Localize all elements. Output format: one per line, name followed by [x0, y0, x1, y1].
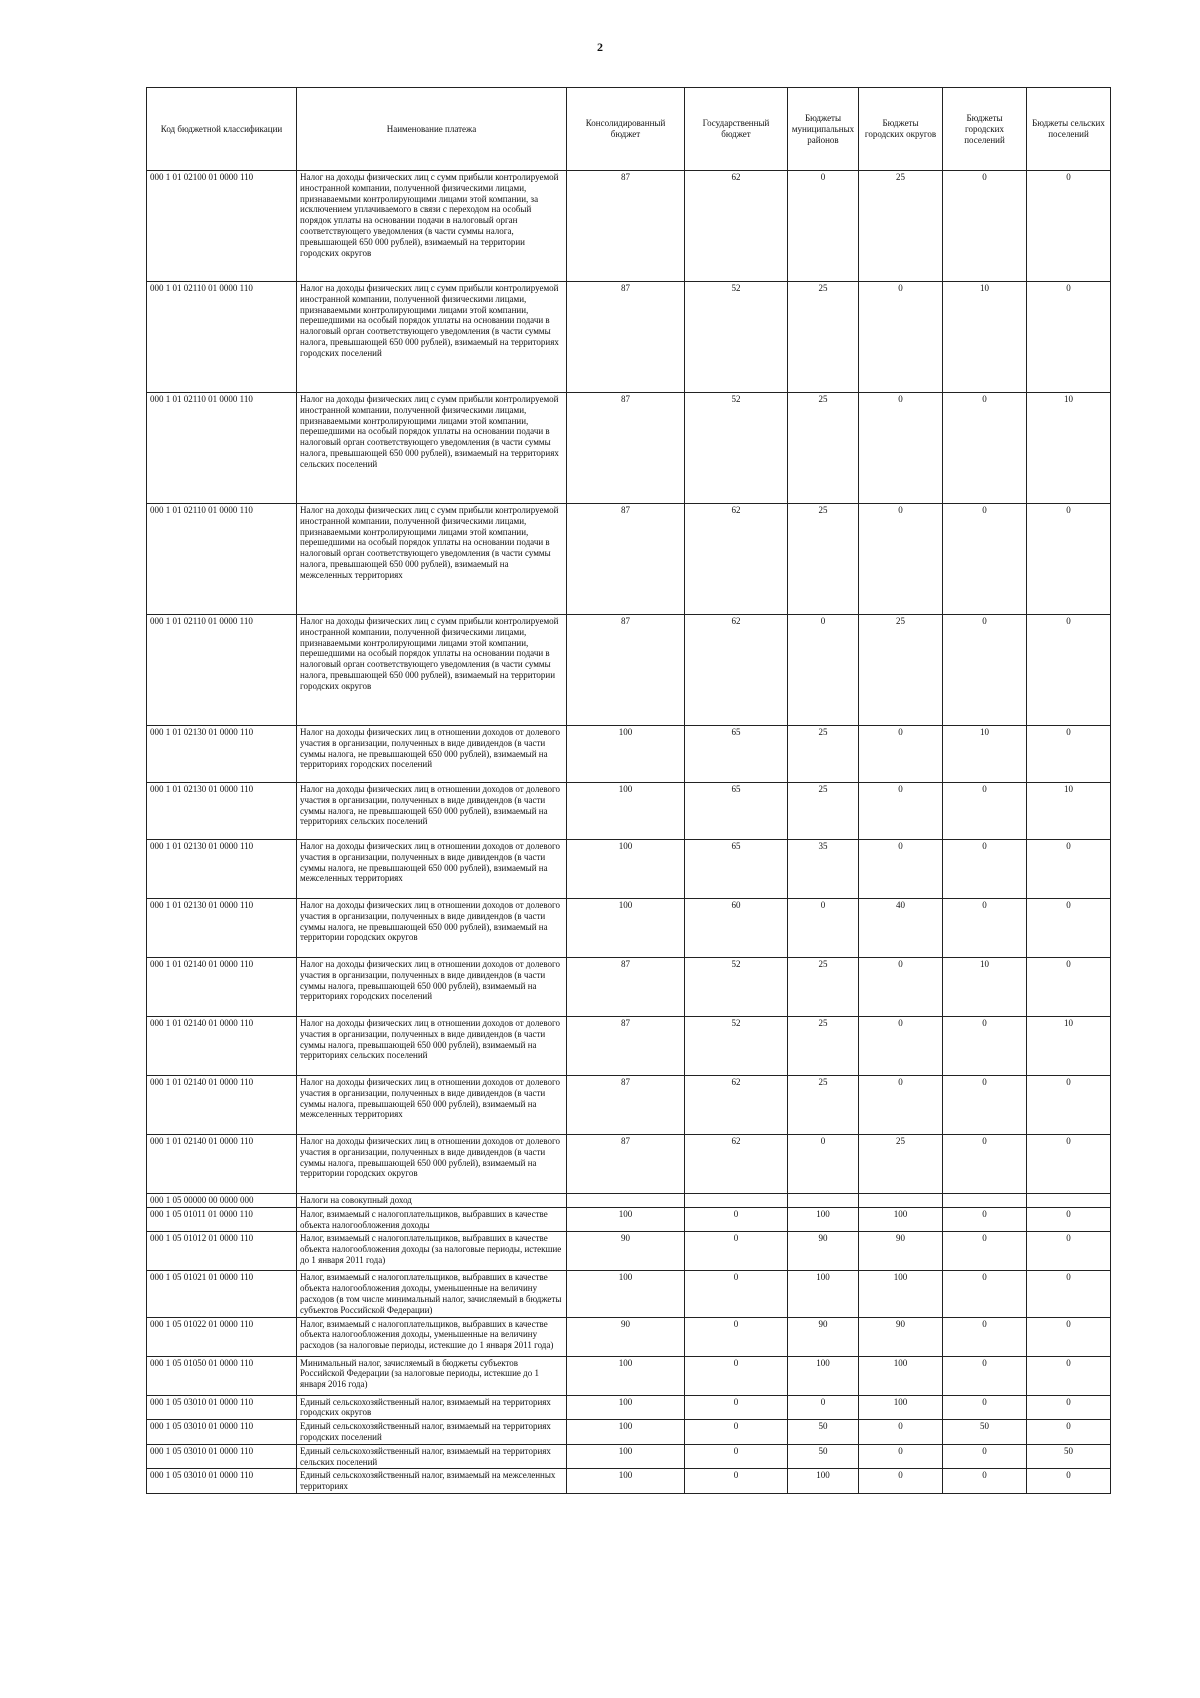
- cell-municipal: 100: [788, 1356, 859, 1395]
- cell-state: [685, 1194, 788, 1208]
- cell-state: 60: [685, 899, 788, 958]
- cell-name: Налог на доходы физических лиц с сумм прибыли контролируемой иностранной компании, полученной физическими лицами, признаваемыми контролирующими лицами этой компании, перешедшими на особый порядок уплаты на основании подачи в налоговый орган соответствующего уведомления (в части суммы налога, превышающей 650 000 рублей), взимаемый на межселенных территориях: [297, 504, 567, 615]
- cell-code: 000 1 01 02110 01 0000 110: [147, 504, 297, 615]
- table-row: [147, 958, 1111, 1017]
- cell-urban: 0: [943, 1444, 1027, 1469]
- table-row: [147, 1017, 1111, 1076]
- cell-rural: 0: [1027, 1232, 1111, 1271]
- cell-consolidated: 100: [567, 1444, 685, 1469]
- cell-municipal: 90: [788, 1317, 859, 1356]
- table-row: [147, 1194, 1111, 1208]
- cell-code: 000 1 05 01050 01 0000 110: [147, 1356, 297, 1395]
- cell-rural: 0: [1027, 726, 1111, 783]
- cell-urban: 0: [943, 615, 1027, 726]
- cell-code: 000 1 01 02110 01 0000 110: [147, 282, 297, 393]
- header-municipal-districts: Бюджеты муниципальных районов: [788, 88, 859, 171]
- cell-consolidated: 100: [567, 1207, 685, 1232]
- table-row: [147, 726, 1111, 783]
- cell-rural: 10: [1027, 783, 1111, 840]
- table-row: [147, 1135, 1111, 1194]
- cell-city: 100: [859, 1271, 943, 1317]
- table-row: [147, 1076, 1111, 1135]
- cell-state: 0: [685, 1469, 788, 1494]
- header-rural-settlements: Бюджеты сельских поселений: [1027, 88, 1111, 171]
- cell-city: 0: [859, 1420, 943, 1445]
- cell-code: 000 1 01 02130 01 0000 110: [147, 899, 297, 958]
- cell-municipal: 25: [788, 282, 859, 393]
- table-row: [147, 615, 1111, 726]
- cell-consolidated: 87: [567, 171, 685, 282]
- cell-consolidated: 87: [567, 958, 685, 1017]
- cell-city: 0: [859, 282, 943, 393]
- cell-consolidated: 100: [567, 1395, 685, 1420]
- cell-municipal: 25: [788, 1017, 859, 1076]
- table-row: [147, 393, 1111, 504]
- cell-municipal: 25: [788, 726, 859, 783]
- cell-name: Налоги на совокупный доход: [297, 1194, 567, 1208]
- cell-name: Налог на доходы физических лиц с сумм прибыли контролируемой иностранной компании, полученной физическими лицами, признаваемыми контролирующими лицами этой компании, за исключением уплачиваемого в связи с переходом на особый порядок уплаты на основании подачи в налоговый орган соответствующего уведомления (в части суммы налога, превышающей 650 000 рублей), взимаемый на территории городских округов: [297, 171, 567, 282]
- cell-state: 0: [685, 1232, 788, 1271]
- cell-name: Налог на доходы физических лиц с сумм прибыли контролируемой иностранной компании, полученной физическими лицами, признаваемыми контролирующими лицами этой компании, перешедшими на особый порядок уплаты на основании подачи в налоговый орган соответствующего уведомления (в части суммы налога, превышающей 650 000 рублей), взимаемый на территориях сельских поселений: [297, 393, 567, 504]
- cell-consolidated: 100: [567, 726, 685, 783]
- cell-urban: 0: [943, 1207, 1027, 1232]
- cell-municipal: 50: [788, 1444, 859, 1469]
- cell-municipal: 25: [788, 393, 859, 504]
- cell-municipal: 0: [788, 1135, 859, 1194]
- cell-code: 000 1 01 02130 01 0000 110: [147, 840, 297, 899]
- cell-municipal: 25: [788, 504, 859, 615]
- cell-city: 40: [859, 899, 943, 958]
- cell-city: 0: [859, 1469, 943, 1494]
- cell-rural: 0: [1027, 1135, 1111, 1194]
- cell-city: 0: [859, 1017, 943, 1076]
- cell-state: 0: [685, 1420, 788, 1445]
- cell-city: 25: [859, 615, 943, 726]
- cell-state: 0: [685, 1271, 788, 1317]
- cell-urban: 50: [943, 1420, 1027, 1445]
- cell-city: 90: [859, 1232, 943, 1271]
- cell-rural: 10: [1027, 1017, 1111, 1076]
- cell-rural: 0: [1027, 1469, 1111, 1494]
- cell-state: 52: [685, 282, 788, 393]
- cell-code: 000 1 05 03010 01 0000 110: [147, 1469, 297, 1494]
- cell-municipal: 25: [788, 783, 859, 840]
- cell-city: [859, 1194, 943, 1208]
- cell-state: 0: [685, 1444, 788, 1469]
- cell-rural: 0: [1027, 1207, 1111, 1232]
- table-row: [147, 1317, 1111, 1356]
- cell-urban: 0: [943, 1232, 1027, 1271]
- cell-state: 52: [685, 393, 788, 504]
- cell-city: 0: [859, 1444, 943, 1469]
- cell-name: Налог на доходы физических лиц с сумм прибыли контролируемой иностранной компании, полученной физическими лицами, признаваемыми контролирующими лицами этой компании, перешедшими на особый порядок уплаты на основании подачи в налоговый орган соответствующего уведомления (в части суммы налога, превышающей 650 000 рублей), взимаемый на территории городских округов: [297, 615, 567, 726]
- table-row: [147, 783, 1111, 840]
- cell-rural: 0: [1027, 958, 1111, 1017]
- cell-state: 65: [685, 783, 788, 840]
- cell-urban: 0: [943, 1076, 1027, 1135]
- cell-city: 0: [859, 958, 943, 1017]
- table-row: [147, 1420, 1111, 1445]
- cell-urban: 0: [943, 1017, 1027, 1076]
- cell-rural: 0: [1027, 1271, 1111, 1317]
- cell-name: Единый сельскохозяйственный налог, взимаемый на территориях сельских поселений: [297, 1444, 567, 1469]
- cell-state: 62: [685, 504, 788, 615]
- cell-rural: 0: [1027, 840, 1111, 899]
- cell-rural: 0: [1027, 1317, 1111, 1356]
- cell-municipal: 25: [788, 1076, 859, 1135]
- header-consolidated: Консолидированный бюджет: [567, 88, 685, 171]
- table-row: [147, 1444, 1111, 1469]
- cell-name: Налог на доходы физических лиц в отношении доходов от долевого участия в организации, полученных в виде дивидендов (в части суммы налога, превышающей 650 000 рублей), взимаемый на территориях городских поселений: [297, 958, 567, 1017]
- cell-code: 000 1 05 03010 01 0000 110: [147, 1420, 297, 1445]
- table-row: [147, 171, 1111, 282]
- cell-municipal: 0: [788, 171, 859, 282]
- cell-name: Налог на доходы физических лиц в отношении доходов от долевого участия в организации, полученных в виде дивидендов (в части суммы налога, превышающей 650 000 рублей), взимаемый на межселенных территориях: [297, 1076, 567, 1135]
- cell-code: 000 1 01 02140 01 0000 110: [147, 958, 297, 1017]
- cell-city: 0: [859, 504, 943, 615]
- cell-code: 000 1 01 02130 01 0000 110: [147, 783, 297, 840]
- table-header-row: [147, 88, 1111, 171]
- cell-rural: 0: [1027, 615, 1111, 726]
- cell-urban: 0: [943, 1395, 1027, 1420]
- page-number: 2: [597, 40, 603, 54]
- cell-consolidated: 87: [567, 504, 685, 615]
- cell-name: Налог на доходы физических лиц в отношении доходов от долевого участия в организации, полученных в виде дивидендов (в части суммы налога, не превышающей 650 000 рублей), взимаемый на территориях городских поселений: [297, 726, 567, 783]
- cell-consolidated: 100: [567, 1356, 685, 1395]
- cell-rural: 50: [1027, 1444, 1111, 1469]
- cell-name: Единый сельскохозяйственный налог, взимаемый на межселенных территориях: [297, 1469, 567, 1494]
- cell-state: 62: [685, 171, 788, 282]
- cell-code: 000 1 05 00000 00 0000 000: [147, 1194, 297, 1208]
- table-body: [147, 171, 1111, 1494]
- table-row: [147, 1232, 1111, 1271]
- cell-name: Налог, взимаемый с налогоплательщиков, выбравших в качестве объекта налогообложения доходы: [297, 1207, 567, 1232]
- table-row: [147, 282, 1111, 393]
- cell-name: Налог на доходы физических лиц с сумм прибыли контролируемой иностранной компании, полученной физическими лицами, признаваемыми контролирующими лицами этой компании, перешедшими на особый порядок уплаты на основании подачи в налоговый орган соответствующего уведомления (в части суммы налога, превышающей 650 000 рублей), взимаемый на территориях городских поселений: [297, 282, 567, 393]
- cell-municipal: 100: [788, 1207, 859, 1232]
- cell-state: 0: [685, 1356, 788, 1395]
- cell-municipal: 100: [788, 1469, 859, 1494]
- cell-rural: 0: [1027, 1356, 1111, 1395]
- table-row: [147, 1395, 1111, 1420]
- cell-code: 000 1 05 01022 01 0000 110: [147, 1317, 297, 1356]
- cell-state: 0: [685, 1207, 788, 1232]
- cell-municipal: [788, 1194, 859, 1208]
- cell-city: 25: [859, 1135, 943, 1194]
- cell-name: Налог на доходы физических лиц в отношении доходов от долевого участия в организации, полученных в виде дивидендов (в части суммы налога, не превышающей 650 000 рублей), взимаемый на территории городских округов: [297, 899, 567, 958]
- header-city-districts: Бюджеты городских округов: [859, 88, 943, 171]
- table-row: [147, 840, 1111, 899]
- cell-city: 100: [859, 1395, 943, 1420]
- cell-state: 62: [685, 1076, 788, 1135]
- cell-municipal: 50: [788, 1420, 859, 1445]
- cell-urban: 0: [943, 504, 1027, 615]
- cell-city: 0: [859, 840, 943, 899]
- cell-code: 000 1 05 01021 01 0000 110: [147, 1271, 297, 1317]
- cell-code: 000 1 05 03010 01 0000 110: [147, 1395, 297, 1420]
- table-row: [147, 1271, 1111, 1317]
- cell-code: 000 1 05 01011 01 0000 110: [147, 1207, 297, 1232]
- cell-consolidated: 87: [567, 1017, 685, 1076]
- cell-city: 0: [859, 1076, 943, 1135]
- cell-urban: 0: [943, 899, 1027, 958]
- cell-consolidated: 87: [567, 1135, 685, 1194]
- cell-urban: 0: [943, 1356, 1027, 1395]
- cell-name: Налог на доходы физических лиц в отношении доходов от долевого участия в организации, полученных в виде дивидендов (в части суммы налога, не превышающей 650 000 рублей), взимаемый на территориях сельских поселений: [297, 783, 567, 840]
- cell-consolidated: 87: [567, 615, 685, 726]
- cell-city: 100: [859, 1356, 943, 1395]
- cell-rural: 0: [1027, 1420, 1111, 1445]
- cell-municipal: 25: [788, 958, 859, 1017]
- cell-consolidated: 100: [567, 899, 685, 958]
- cell-rural: 0: [1027, 899, 1111, 958]
- cell-state: 62: [685, 615, 788, 726]
- table-row: [147, 1356, 1111, 1395]
- cell-urban: 10: [943, 726, 1027, 783]
- cell-consolidated: 100: [567, 1271, 685, 1317]
- cell-code: 000 1 01 02130 01 0000 110: [147, 726, 297, 783]
- cell-consolidated: 90: [567, 1317, 685, 1356]
- cell-state: 0: [685, 1317, 788, 1356]
- cell-city: 90: [859, 1317, 943, 1356]
- cell-state: 52: [685, 958, 788, 1017]
- cell-name: Налог на доходы физических лиц в отношении доходов от долевого участия в организации, полученных в виде дивидендов (в части суммы налога, превышающей 650 000 рублей), взимаемый на территории городских округов: [297, 1135, 567, 1194]
- cell-rural: 0: [1027, 1395, 1111, 1420]
- cell-urban: 0: [943, 840, 1027, 899]
- cell-code: 000 1 05 01012 01 0000 110: [147, 1232, 297, 1271]
- cell-city: 0: [859, 393, 943, 504]
- cell-consolidated: 100: [567, 783, 685, 840]
- cell-code: 000 1 05 03010 01 0000 110: [147, 1444, 297, 1469]
- cell-consolidated: 100: [567, 840, 685, 899]
- cell-rural: 0: [1027, 282, 1111, 393]
- cell-urban: 0: [943, 1469, 1027, 1494]
- cell-urban: 10: [943, 282, 1027, 393]
- cell-code: 000 1 01 02110 01 0000 110: [147, 393, 297, 504]
- cell-consolidated: 100: [567, 1420, 685, 1445]
- cell-city: 25: [859, 171, 943, 282]
- table-row: [147, 1469, 1111, 1494]
- cell-consolidated: [567, 1194, 685, 1208]
- cell-code: 000 1 01 02140 01 0000 110: [147, 1076, 297, 1135]
- cell-code: 000 1 01 02110 01 0000 110: [147, 615, 297, 726]
- cell-name: Налог, взимаемый с налогоплательщиков, выбравших в качестве объекта налогообложения доходы, уменьшенные на величину расходов (в том числе минимальный налог, зачисляемый в бюджеты субъектов Российской Федерации): [297, 1271, 567, 1317]
- cell-urban: 0: [943, 1135, 1027, 1194]
- cell-rural: 0: [1027, 504, 1111, 615]
- cell-consolidated: 87: [567, 1076, 685, 1135]
- header-urban-settlements: Бюджеты городских поселений: [943, 88, 1027, 171]
- cell-state: 65: [685, 840, 788, 899]
- header-state: Государственный бюджет: [685, 88, 788, 171]
- cell-state: 65: [685, 726, 788, 783]
- cell-name: Налог, взимаемый с налогоплательщиков, выбравших в качестве объекта налогообложения доходы, уменьшенные на величину расходов (за налоговые периоды, истекшие до 1 января 2011 года): [297, 1317, 567, 1356]
- cell-consolidated: 87: [567, 393, 685, 504]
- table-row: [147, 899, 1111, 958]
- cell-municipal: 0: [788, 1395, 859, 1420]
- cell-urban: 0: [943, 1271, 1027, 1317]
- cell-rural: 10: [1027, 393, 1111, 504]
- cell-rural: [1027, 1194, 1111, 1208]
- table-row: [147, 504, 1111, 615]
- cell-state: 62: [685, 1135, 788, 1194]
- header-name: Наименование платежа: [297, 88, 567, 171]
- cell-consolidated: 87: [567, 282, 685, 393]
- cell-code: 000 1 01 02100 01 0000 110: [147, 171, 297, 282]
- cell-municipal: 35: [788, 840, 859, 899]
- cell-city: 0: [859, 726, 943, 783]
- cell-city: 0: [859, 783, 943, 840]
- cell-name: Налог на доходы физических лиц в отношении доходов от долевого участия в организации, полученных в виде дивидендов (в части суммы налога, превышающей 650 000 рублей), взимаемый на территориях сельских поселений: [297, 1017, 567, 1076]
- cell-name: Единый сельскохозяйственный налог, взимаемый на территориях городских поселений: [297, 1420, 567, 1445]
- cell-consolidated: 100: [567, 1469, 685, 1494]
- cell-city: 100: [859, 1207, 943, 1232]
- cell-rural: 0: [1027, 171, 1111, 282]
- cell-name: Налог, взимаемый с налогоплательщиков, выбравших в качестве объекта налогообложения доходы (за налоговые периоды, истекшие до 1 января 2011 года): [297, 1232, 567, 1271]
- cell-urban: 0: [943, 783, 1027, 840]
- cell-name: Единый сельскохозяйственный налог, взимаемый на территориях городских округов: [297, 1395, 567, 1420]
- cell-urban: 0: [943, 1317, 1027, 1356]
- cell-rural: 0: [1027, 1076, 1111, 1135]
- cell-name: Налог на доходы физических лиц в отношении доходов от долевого участия в организации, полученных в виде дивидендов (в части суммы налога, не превышающей 650 000 рублей), взимаемый на межселенных территориях: [297, 840, 567, 899]
- cell-municipal: 0: [788, 615, 859, 726]
- cell-name: Минимальный налог, зачисляемый в бюджеты субъектов Российской Федерации (за налоговые периоды, истекшие до 1 января 2016 года): [297, 1356, 567, 1395]
- cell-code: 000 1 01 02140 01 0000 110: [147, 1017, 297, 1076]
- cell-urban: 10: [943, 958, 1027, 1017]
- table-row: [147, 1207, 1111, 1232]
- header-code: Код бюджетной классификации: [147, 88, 297, 171]
- cell-urban: 0: [943, 171, 1027, 282]
- cell-state: 52: [685, 1017, 788, 1076]
- cell-code: 000 1 01 02140 01 0000 110: [147, 1135, 297, 1194]
- cell-municipal: 0: [788, 899, 859, 958]
- cell-consolidated: 90: [567, 1232, 685, 1271]
- budget-distribution-table: [146, 87, 1111, 1494]
- cell-state: 0: [685, 1395, 788, 1420]
- cell-urban: [943, 1194, 1027, 1208]
- cell-municipal: 90: [788, 1232, 859, 1271]
- cell-urban: 0: [943, 393, 1027, 504]
- cell-municipal: 100: [788, 1271, 859, 1317]
